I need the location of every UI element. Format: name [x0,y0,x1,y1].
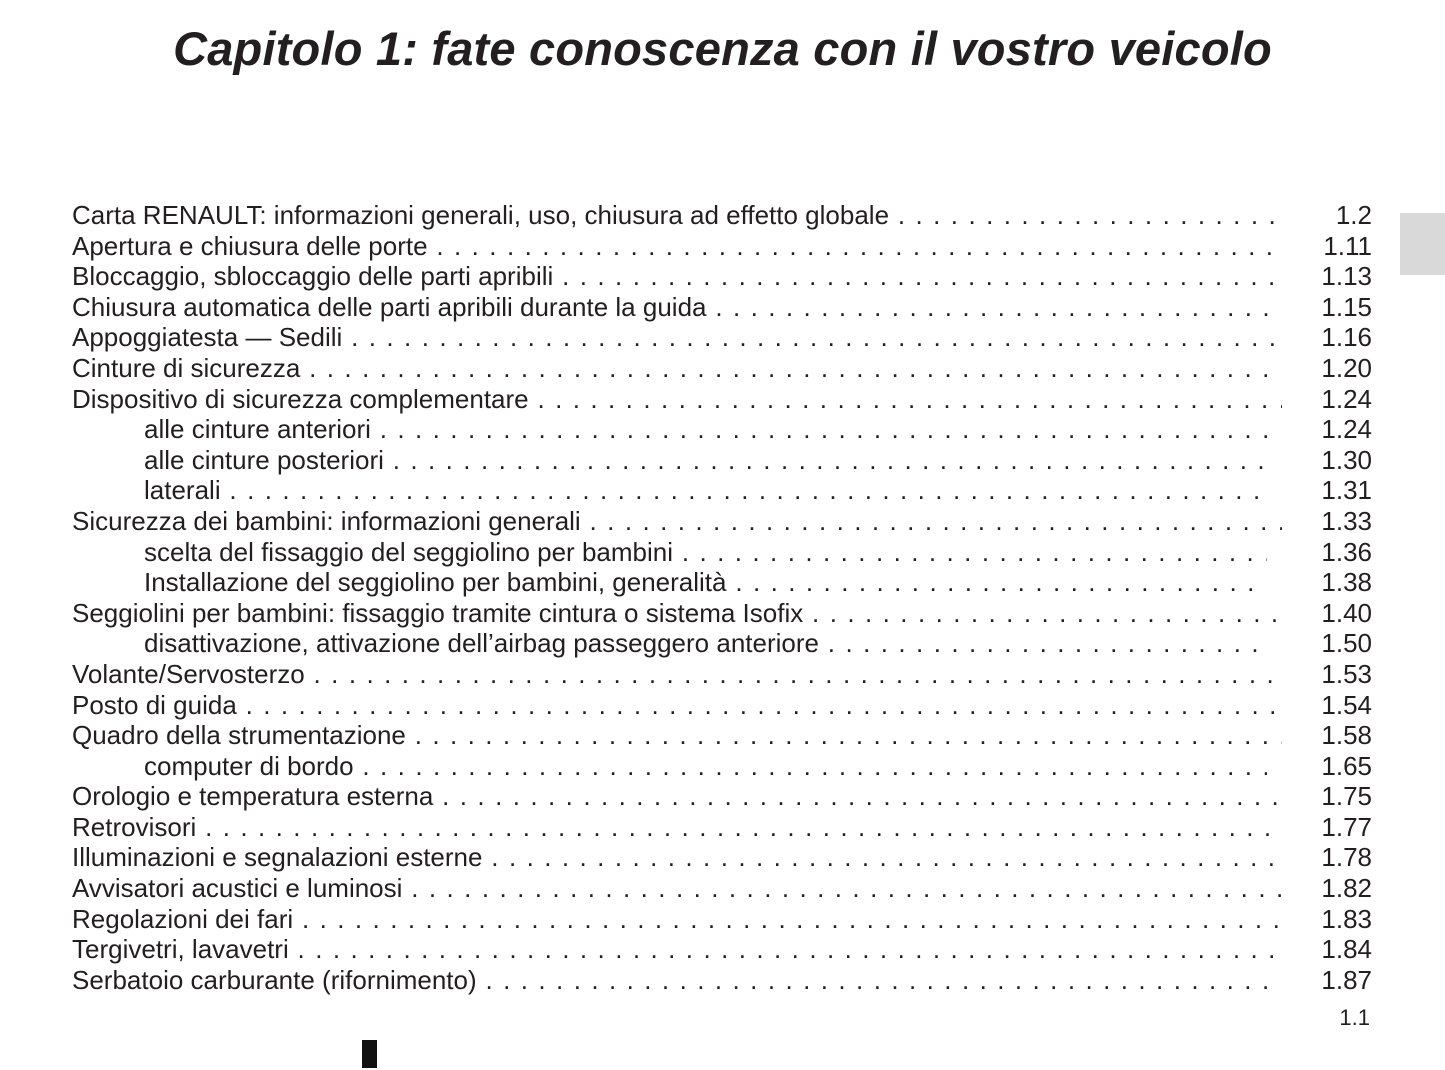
toc-entry[interactable] [72,720,1372,751]
toc-entry-title: Carta RENAULT: informazioni generali, uso, chiusura ad effetto globale . . . [72,200,1282,231]
toc-entry-title: Avvisatori acustici e luminosi . . . [72,873,1282,904]
toc-entry-page: 1.40 [1321,597,1372,628]
toc-entry[interactable] [72,690,1372,721]
page-title: Capitolo 1: fate conoscenza con il vostro veicolo [173,22,1272,75]
toc-subentry[interactable] [72,537,1372,568]
toc-entry-title: Quadro della strumentazione . . . [72,720,1282,751]
chapter-tab-marker [1400,213,1445,275]
toc-entry[interactable] [72,261,1372,292]
toc-entry-title: disattivazione, attivazione dell’airbag passeggero anteriore . . . [144,628,1267,659]
toc-entry[interactable] [72,659,1372,690]
toc-entry-title: Retrovisori . . . [72,812,1282,843]
toc-entry-page: 1.84 [1321,934,1372,965]
toc-entry[interactable] [72,292,1372,323]
toc-entry[interactable] [72,842,1372,873]
toc-entry-page: 1.13 [1321,261,1372,292]
toc-subentry[interactable] [72,475,1372,506]
toc-entry-page: 1.30 [1321,444,1372,475]
toc-entry[interactable] [72,384,1372,415]
toc-entry-title: Illuminazioni e segnalazioni esterne . . . [72,842,1282,873]
toc-entry-title: computer di bordo . . . [144,751,1267,782]
toc-subentry[interactable] [72,445,1372,476]
toc-entry-page: 1.36 [1321,536,1372,567]
toc-entry[interactable] [72,934,1372,965]
toc-entry-page: 1.38 [1321,567,1372,598]
toc-entry[interactable] [72,781,1372,812]
toc-entry[interactable] [72,904,1372,935]
toc-entry-page: 1.33 [1321,505,1372,536]
toc-entry-title: laterali . . . [144,475,1267,506]
toc-entry-title: Orologio e temperatura esterna . . . [72,781,1282,812]
toc-entry-title: Installazione del seggiolino per bambini, generalità . . . [144,567,1267,598]
toc-entry-page: 1.11 [1323,230,1372,261]
toc-entry-title: alle cinture anteriori . . . [144,414,1267,445]
toc-entry-title: Volante/Servosterzo . . . [72,659,1282,690]
toc-entry-page: 1.83 [1321,903,1372,934]
toc-entry-page: 1.24 [1321,383,1372,414]
toc-entry-page: 1.58 [1321,720,1372,751]
toc-entry-title: Dispositivo di sicurezza complementare . . . [72,384,1282,415]
toc-entry-title: Serbatoio carburante (rifornimento) . . . [72,965,1282,996]
toc-entry-title: Bloccaggio, sbloccaggio delle parti apribili . . . [72,261,1282,292]
toc-subentry[interactable] [72,414,1372,445]
toc-entry[interactable] [72,812,1372,843]
toc-entry-page: 1.77 [1321,811,1372,842]
toc-entry-page: 1.31 [1321,475,1372,506]
toc-entry-page: 1.50 [1321,628,1372,659]
toc-entry[interactable] [72,200,1372,231]
page-number: 1.1 [1339,1005,1370,1030]
toc-entry-page: 1.87 [1321,964,1372,995]
toc-entry[interactable] [72,965,1372,996]
toc-entry[interactable] [72,231,1372,262]
toc-entry-title: scelta del fissaggio del seggiolino per bambini . . . [144,537,1267,568]
toc-entry-title: Tergivetri, lavavetri . . . [72,934,1282,965]
toc-entry-title: Cinture di sicurezza . . . [72,353,1282,384]
toc-entry-title: Apertura e chiusura delle porte . . . [72,231,1282,262]
toc-entry-page: 1.2 [1335,200,1372,230]
toc-entry[interactable] [72,598,1372,629]
toc-entry-page: 1.78 [1321,842,1372,873]
toc-entry-title: Sicurezza dei bambini: informazioni generali . . . [72,506,1282,537]
toc-subentry[interactable] [72,751,1372,782]
toc-entry-title: Seggiolini per bambini: fissaggio tramite cintura o sistema Isofix . . . [72,598,1282,629]
toc-entry-title: Chiusura automatica delle parti apribili durante la guida . . . [72,292,1282,323]
toc-entry-page: 1.54 [1321,689,1372,720]
toc-entry-page: 1.65 [1321,750,1372,781]
toc-entry-page: 1.16 [1321,322,1372,353]
toc-subentry[interactable] [72,567,1372,598]
table-of-contents [72,200,1372,995]
toc-subentry[interactable] [72,628,1372,659]
toc-entry-title: alle cinture posteriori . . . [144,445,1267,476]
toc-entry-page: 1.15 [1321,291,1372,322]
toc-entry-page: 1.53 [1321,658,1372,689]
toc-entry-title: Appoggiatesta — Sedili . . . [72,322,1282,353]
toc-entry-page: 1.75 [1321,781,1372,812]
toc-entry[interactable] [72,873,1372,904]
toc-entry-page: 1.82 [1321,873,1372,904]
toc-entry-page: 1.24 [1321,414,1372,445]
toc-entry[interactable] [72,322,1372,353]
toc-entry[interactable] [72,353,1372,384]
toc-entry-page: 1.20 [1321,352,1372,383]
toc-entry-title: Regolazioni dei fari . . . [72,904,1282,935]
crop-mark [362,1040,377,1068]
toc-entry[interactable] [72,506,1372,537]
toc-entry-title: Posto di guida . . . [72,690,1282,721]
